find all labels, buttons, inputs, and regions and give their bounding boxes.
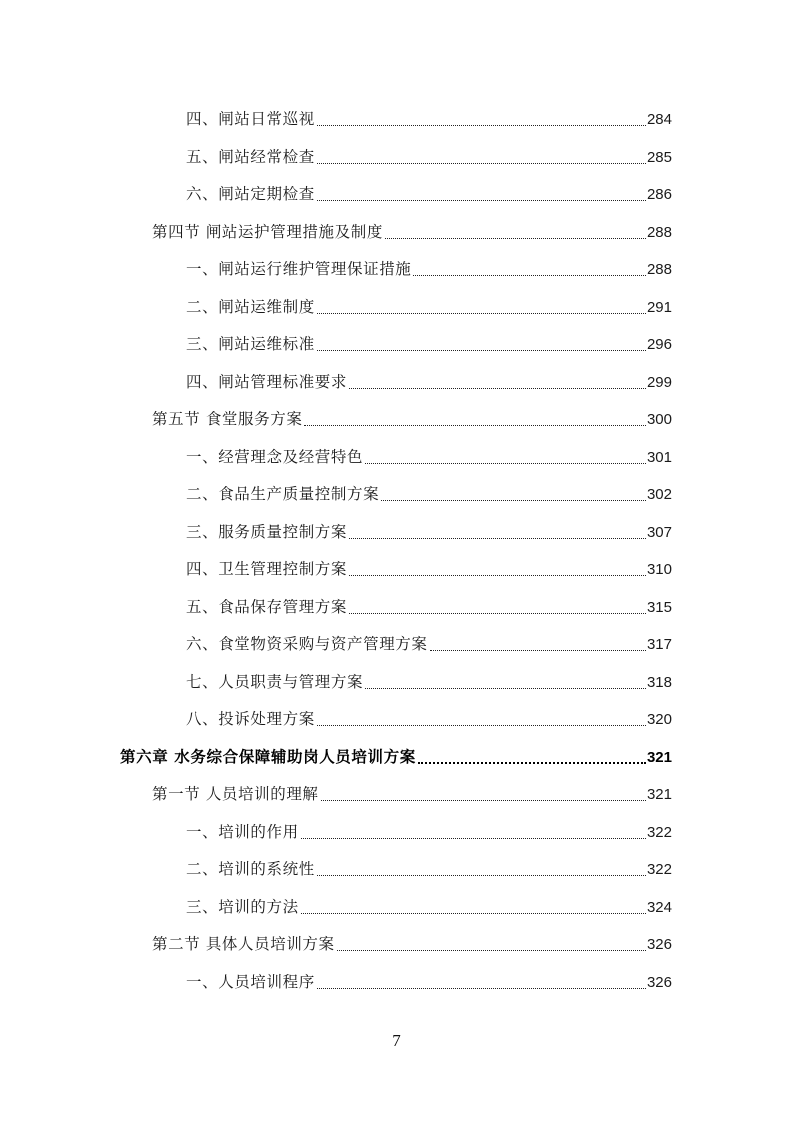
toc-entry-title: 七、人员职责与管理方案: [186, 672, 364, 691]
toc-entry[interactable]: [186, 251, 672, 288]
dot-leader: [385, 214, 646, 251]
toc-entry-title: 四、卫生管理控制方案: [186, 560, 348, 578]
toc-entry[interactable]: [186, 176, 672, 213]
toc-entry-page: 321: [646, 786, 672, 803]
toc-entry[interactable]: [186, 964, 672, 1001]
dot-leader: [301, 814, 646, 851]
toc-entry[interactable]: [186, 439, 672, 476]
toc-entry-page: 307: [646, 523, 672, 541]
toc-entry-page: 317: [646, 636, 672, 653]
toc-entry-title: 第四节 闸站运护管理措施及制度: [152, 222, 383, 241]
toc-entry-title: 五、闸站经常检查: [186, 147, 315, 166]
dot-leader: [317, 101, 646, 138]
toc-entry[interactable]: [186, 289, 672, 326]
dot-leader: [349, 514, 646, 551]
toc-entry[interactable]: [186, 326, 672, 363]
toc-entry-title: 第五节 食堂服务方案: [152, 410, 303, 428]
dot-leader: [430, 626, 646, 663]
dot-leader: [317, 139, 646, 176]
dot-leader: [317, 289, 646, 326]
toc-entry-page: 296: [646, 336, 672, 353]
toc-entry-title: 第一节 人员培训的理解: [152, 785, 319, 803]
toc-entry-title: 二、食品生产质量控制方案: [186, 485, 380, 503]
toc-entry[interactable]: [186, 589, 672, 626]
toc-entry[interactable]: [186, 664, 672, 701]
toc-entry[interactable]: [186, 889, 672, 926]
toc-entry[interactable]: [186, 139, 672, 176]
toc-entry-title: 六、闸站定期检查: [186, 185, 315, 203]
dot-leader: [365, 664, 646, 701]
toc-entry-title: 三、服务质量控制方案: [186, 522, 348, 541]
toc-entry-page: 326: [646, 936, 672, 953]
toc-entry-page: 326: [646, 973, 672, 991]
toc-entry[interactable]: [186, 514, 672, 551]
toc-entry-page: 288: [646, 223, 672, 241]
dot-leader: [418, 739, 646, 776]
toc-entry-title: 六、食堂物资采购与资产管理方案: [186, 635, 428, 653]
toc-entry-title: 一、经营理念及经营特色: [186, 447, 364, 466]
dot-leader: [317, 701, 646, 738]
toc-entry[interactable]: [186, 476, 672, 513]
toc-entry-page: 322: [646, 823, 672, 841]
dot-leader: [301, 889, 646, 926]
toc-entry-title: 一、培训的作用: [186, 822, 299, 841]
dot-leader: [317, 851, 646, 888]
dot-leader: [413, 251, 646, 288]
toc-entry-page: 324: [646, 898, 672, 916]
toc-entry[interactable]: [186, 626, 672, 663]
toc-entry-page: 315: [646, 598, 672, 616]
toc-entry-title: 一、闸站运行维护管理保证措施: [186, 260, 412, 278]
toc-entry-title: 一、人员培训程序: [186, 972, 315, 991]
toc-entry[interactable]: [152, 401, 672, 438]
toc-entry-title: 三、闸站运维标准: [186, 335, 315, 353]
toc-entry-page: 302: [646, 486, 672, 503]
toc-entry[interactable]: [186, 551, 672, 588]
toc-entry-chapter[interactable]: [120, 739, 672, 776]
dot-leader: [349, 589, 646, 626]
dot-leader: [317, 326, 646, 363]
dot-leader: [349, 551, 646, 588]
toc-entry-page: 285: [646, 148, 672, 166]
toc-entry-page: 301: [646, 448, 672, 466]
toc-entry-title: 五、食品保存管理方案: [186, 597, 348, 616]
dot-leader: [317, 964, 646, 1001]
toc-entry-page: 322: [646, 861, 672, 878]
toc-entry-title: 二、培训的系统性: [186, 860, 315, 878]
toc-entry-page: 284: [646, 111, 672, 128]
dot-leader: [381, 476, 646, 513]
dot-leader: [337, 926, 646, 963]
toc-entry-page: 299: [646, 373, 672, 391]
toc-entry[interactable]: [186, 851, 672, 888]
page-number: 7: [392, 1031, 401, 1050]
toc-entry[interactable]: [186, 364, 672, 401]
toc-entry-page: 321: [646, 748, 672, 766]
dot-leader: [304, 401, 646, 438]
toc-entry[interactable]: [152, 214, 672, 251]
toc-entry-page: 300: [646, 411, 672, 428]
dot-leader: [349, 364, 646, 401]
toc-entry-page: 320: [646, 711, 672, 728]
toc-entry-page: 286: [646, 186, 672, 203]
toc-entry-title: 四、闸站日常巡视: [186, 110, 315, 128]
toc-entry[interactable]: [186, 814, 672, 851]
dot-leader: [365, 439, 646, 476]
toc-entry-title: 第六章 水务综合保障辅助岗人员培训方案: [120, 747, 416, 766]
toc-entry[interactable]: [152, 926, 672, 963]
toc-entry[interactable]: [186, 101, 672, 138]
toc-entry-title: 三、培训的方法: [186, 897, 299, 916]
toc-entry-title: 第二节 具体人员培训方案: [152, 935, 335, 953]
toc-entry-page: 291: [646, 298, 672, 316]
toc-entry-title: 八、投诉处理方案: [186, 710, 315, 728]
dot-leader: [317, 176, 646, 213]
toc-entry-title: 四、闸站管理标准要求: [186, 372, 348, 391]
toc-entry-page: 288: [646, 261, 672, 278]
toc-entry[interactable]: [152, 776, 672, 813]
toc-entry-title: 二、闸站运维制度: [186, 297, 315, 316]
toc-entry-page: 318: [646, 673, 672, 691]
toc-entry-page: 310: [646, 561, 672, 578]
toc-entry[interactable]: [186, 701, 672, 738]
dot-leader: [321, 776, 646, 813]
